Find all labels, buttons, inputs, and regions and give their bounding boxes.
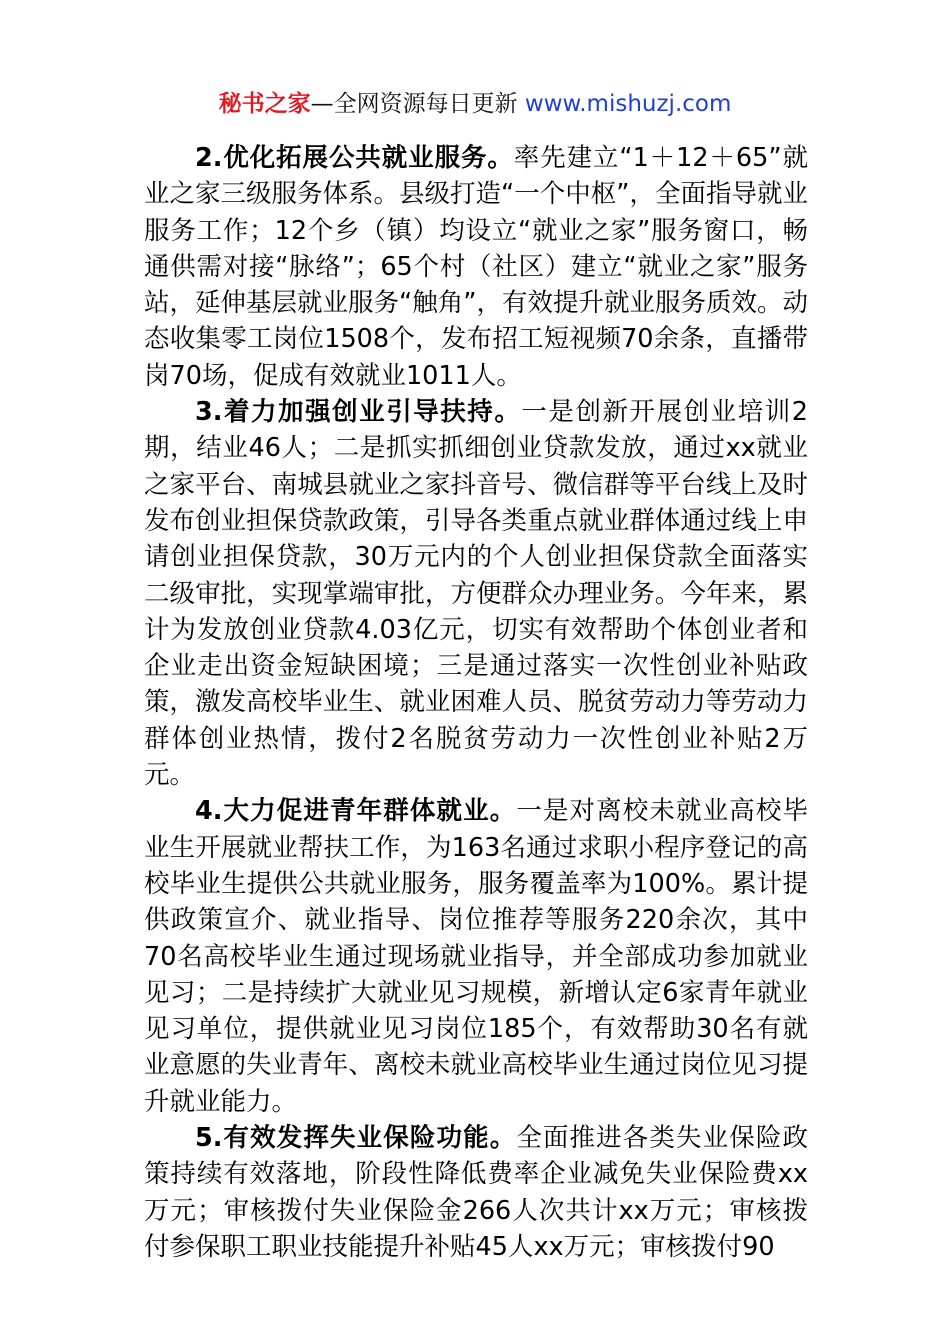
paragraph-heading: 4.大力促进青年群体就业。 (195, 796, 517, 827)
site-header (0, 86, 950, 122)
paragraph-entrepreneurship-support (144, 394, 808, 793)
paragraph-text: 一是对离校未就业高校毕业生开展就业帮扶工作，为163名通过求职小程序登记的高校毕业生提供公共就业服务，服务覆盖率为100%。累计提供政策宣介、就业指导、岗位推荐等服务220余次，其中70名高校毕业生通过现场就业指导，并全部成功参加就业见习；二是持续扩大就业见习规模，新增认定6家青年就业见习单位，提供就业见习岗位185个，有效帮助30名有就业意愿的失业青年、离校未就业高校毕业生通过岗位见习提升就业能力。 (144, 796, 808, 1117)
paragraph-unemployment-insurance (144, 1120, 808, 1265)
paragraph-heading: 3.着力加强创业引导扶持。 (195, 397, 522, 428)
paragraph-heading: 5.有效发挥失业保险功能。 (195, 1123, 517, 1154)
paragraph-heading: 2.优化拓展公共就业服务。 (195, 143, 514, 173)
paragraph-text: 率先建立“1＋12＋65”就业之家三级服务体系。县级打造“一个中枢”，全面指导就业服务工作；12个乡（镇）均设立“就业之家”服务窗口，畅通供需对接“脉络”；65个村（社区）建立“就业之家”服务站，延伸基层就业服务“触角”，有效提升就业服务质效。动态收集零工岗位1508个，发布招工短视频70余条，直播带岗70场，促成有效就业1011人。 (144, 143, 808, 391)
paragraph-text: 一是创新开展创业培训2期，结业46人；二是抓实抓细创业贷款发放，通过xx就业之家平台、南城县就业之家抖音号、微信群等平台线上及时发布创业担保贷款政策，引导各类重点就业群体通过线上申请创业担保贷款，30万元内的个人创业担保贷款全面落实二级审批，实现掌端审批，方便群众办理业务。今年来，累计为发放创业贷款4.03亿元，切实有效帮助个体创业者和企业走出资金短缺困境；三是通过落实一次性创业补贴政策，激发高校毕业生、就业困难人员、脱贫劳动力等劳动力群体创业热情，拨付2名脱贫劳动力一次性创业补贴2万元。 (144, 397, 808, 791)
header-tagline: —全网资源每日更新 (310, 91, 518, 117)
paragraph-youth-employment (144, 793, 808, 1120)
brand-name: 秘书之家 (218, 91, 311, 117)
site-url-link[interactable]: www.mishuzj.com (524, 91, 732, 117)
paragraph-text: 全面推进各类失业保险政策持续有效落地，阶段性降低费率企业减免失业保险费xx万元；审核拨付失业保险金266人次共计xx万元；审核拨付参保职工职业技能提升补贴45人xx万元；审核拨付90 (144, 1123, 808, 1262)
paragraph-public-employment-service (144, 140, 808, 394)
document-body (144, 140, 808, 1265)
